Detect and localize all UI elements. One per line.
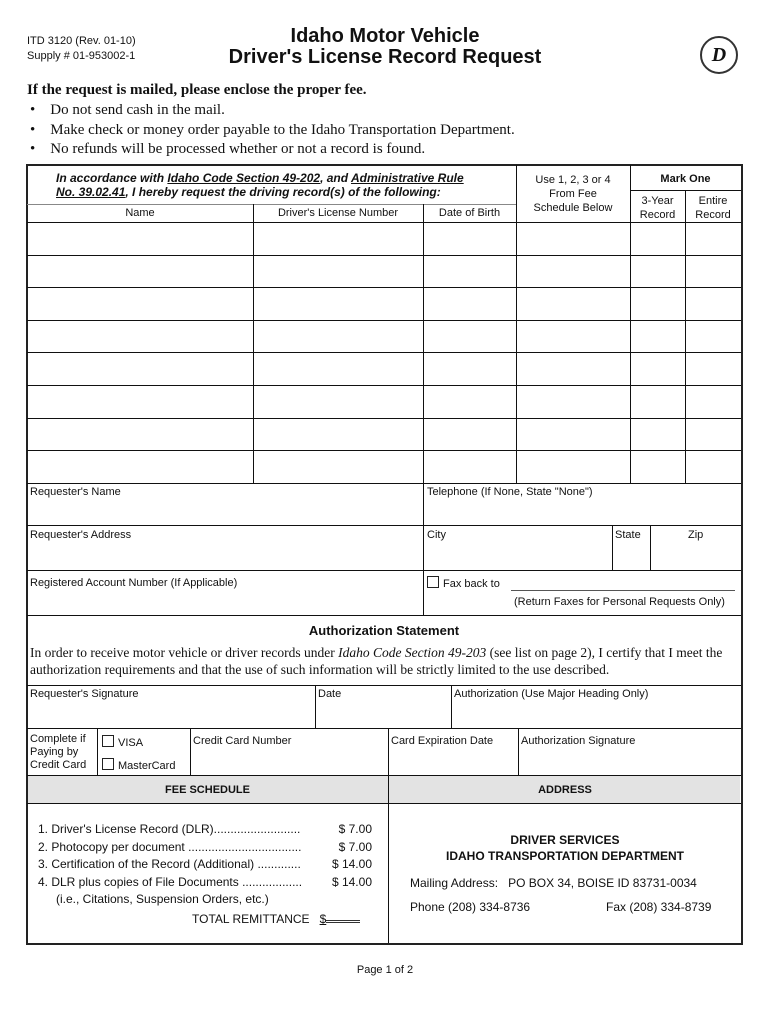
title-line-2: Driver's License Record Request [228,46,542,68]
fee-price: $ 14.00 [331,874,372,889]
total-remittance [192,912,360,926]
fee-price: $ 7.00 [338,822,372,836]
col-dob: Date of Birth [438,207,501,219]
credit-card-note: Complete if Paying by Credit Card [30,733,87,771]
rule-number: No. 39.02.41 [56,185,126,199]
fee-price: $ 14.00 [331,857,372,871]
col-fee-code: Use 1, 2, 3 or 4 From Fee Schedule Below [533,174,613,214]
total-label: TOTAL REMITTANCE [192,912,310,926]
fax-note: (Return Faxes for Personal Requests Only) [514,596,725,608]
mastercard-label: MasterCard [118,760,176,772]
mailing-address [410,876,697,890]
bullet-text: Do not send cash in the mail. [50,102,225,118]
col-dl: Driver's License Number [277,207,399,219]
bullet-text: Make check or money order payable to the Idaho Transportation Department. [50,121,515,138]
bullet-item: • Make check or money order payable to the Idaho Transportation Department. [30,121,515,138]
dept-line-1: DRIVER SERVICES [510,833,620,847]
page-number: Page 1 of 2 [356,964,414,976]
fee-schedule-heading: FEE SCHEDULE [165,784,250,796]
bullet-item: • No refunds will be processed whether or not a record is found. [30,141,426,157]
request-statement [56,171,516,199]
itd-logo: D [700,36,738,74]
requester-address-field[interactable]: Requester's Address [30,529,132,541]
code-ref: Idaho Code Section 49-203 [338,645,487,660]
fax-number: Fax (208) 334-8739 [606,900,712,914]
visa-checkbox[interactable] [102,735,143,749]
telephone-field[interactable]: Telephone (If None, State "None") [427,486,593,498]
total-field[interactable]: $ [319,912,327,926]
fee-item [38,856,372,874]
rule-ref: Administrative Rule [350,171,464,185]
requester-name-field[interactable]: Requester's Name [30,486,121,498]
t: , I hereby request the driving record(s) of the following: [125,185,441,199]
fee-price: $ 7.00 [338,839,372,854]
fee-item [38,821,372,839]
fee-item [38,874,372,892]
bullet-text: No refunds will be processed whether or not a record is found. [50,141,426,157]
mastercard-checkbox[interactable] [102,758,175,772]
title-line-1: Idaho Motor Vehicle [290,25,480,47]
fee-label: 1. Driver's License Record (DLR).......................... [38,822,301,836]
account-number-field[interactable]: Registered Account Number (If Applicable) [30,577,238,589]
t: , and [320,171,351,185]
fax-back-label: Fax back to [443,578,500,590]
supply-number: Supply # 01-953002-1 [27,50,136,62]
form-id [27,34,136,64]
col-3yr: 3-Year Record [639,195,676,221]
col-entire: Entire Record [695,195,731,221]
card-expiration-field[interactable]: Card Expiration Date [391,735,494,747]
phone-number: Phone (208) 334-8736 [410,900,531,914]
address-heading: ADDRESS [538,784,592,796]
fee-heading: If the request is mailed, please enclose the proper fee. [27,82,367,98]
address-block [389,832,741,864]
card-signature-field[interactable]: Authorization Signature [521,735,636,747]
fee-label: 4. DLR plus copies of File Documents .................. [38,874,303,889]
mark-one: Mark One [660,173,711,185]
fee-item [38,839,372,857]
bullet-item: • Do not send cash in the mail. [30,102,225,118]
checkbox-icon[interactable] [102,735,114,747]
fax-back-checkbox[interactable] [427,576,500,590]
col-name: Name [125,207,155,219]
zip-field[interactable]: Zip [688,529,704,541]
card-number-field[interactable]: Credit Card Number [193,735,292,747]
checkbox-icon[interactable] [102,758,114,770]
t: (see list on page 2), I certify that I meet the authorization requirements and that the use of such information will be strictly limited to the use described. [30,645,723,677]
checkbox-icon[interactable] [427,576,439,588]
page-title [220,26,550,68]
dept-line-2: IDAHO TRANSPORTATION DEPARTMENT [446,849,684,863]
fax-number-line[interactable] [511,590,735,591]
t: In order to receive motor vehicle or driver records under [30,645,339,660]
fee-label: 2. Photocopy per document .................................. [38,839,302,854]
fee-list [38,821,372,909]
city-field[interactable]: City [427,529,446,541]
code-ref: Idaho Code Section 49-202 [167,171,321,185]
date-field[interactable]: Date [318,688,342,700]
visa-label: VISA [118,737,144,749]
fee-note: (i.e., Citations, Suspension Orders, etc.) [56,892,269,906]
authorization-text [30,644,740,678]
authorization-title: Authorization Statement [308,623,460,638]
mailing-label: Mailing Address: [410,876,499,890]
instructions-list [30,101,515,160]
authorization-field[interactable]: Authorization (Use Major Heading Only) [454,688,649,700]
requester-signature-field[interactable]: Requester's Signature [30,688,139,700]
fee-label: 3. Certification of the Record (Additional) ............. [38,857,301,871]
mailing-value: PO BOX 34, BOISE ID 83731-0034 [508,876,697,890]
t: In accordance with [56,171,168,185]
state-field[interactable]: State [615,529,641,541]
form-number: ITD 3120 (Rev. 01-10) [27,35,136,47]
